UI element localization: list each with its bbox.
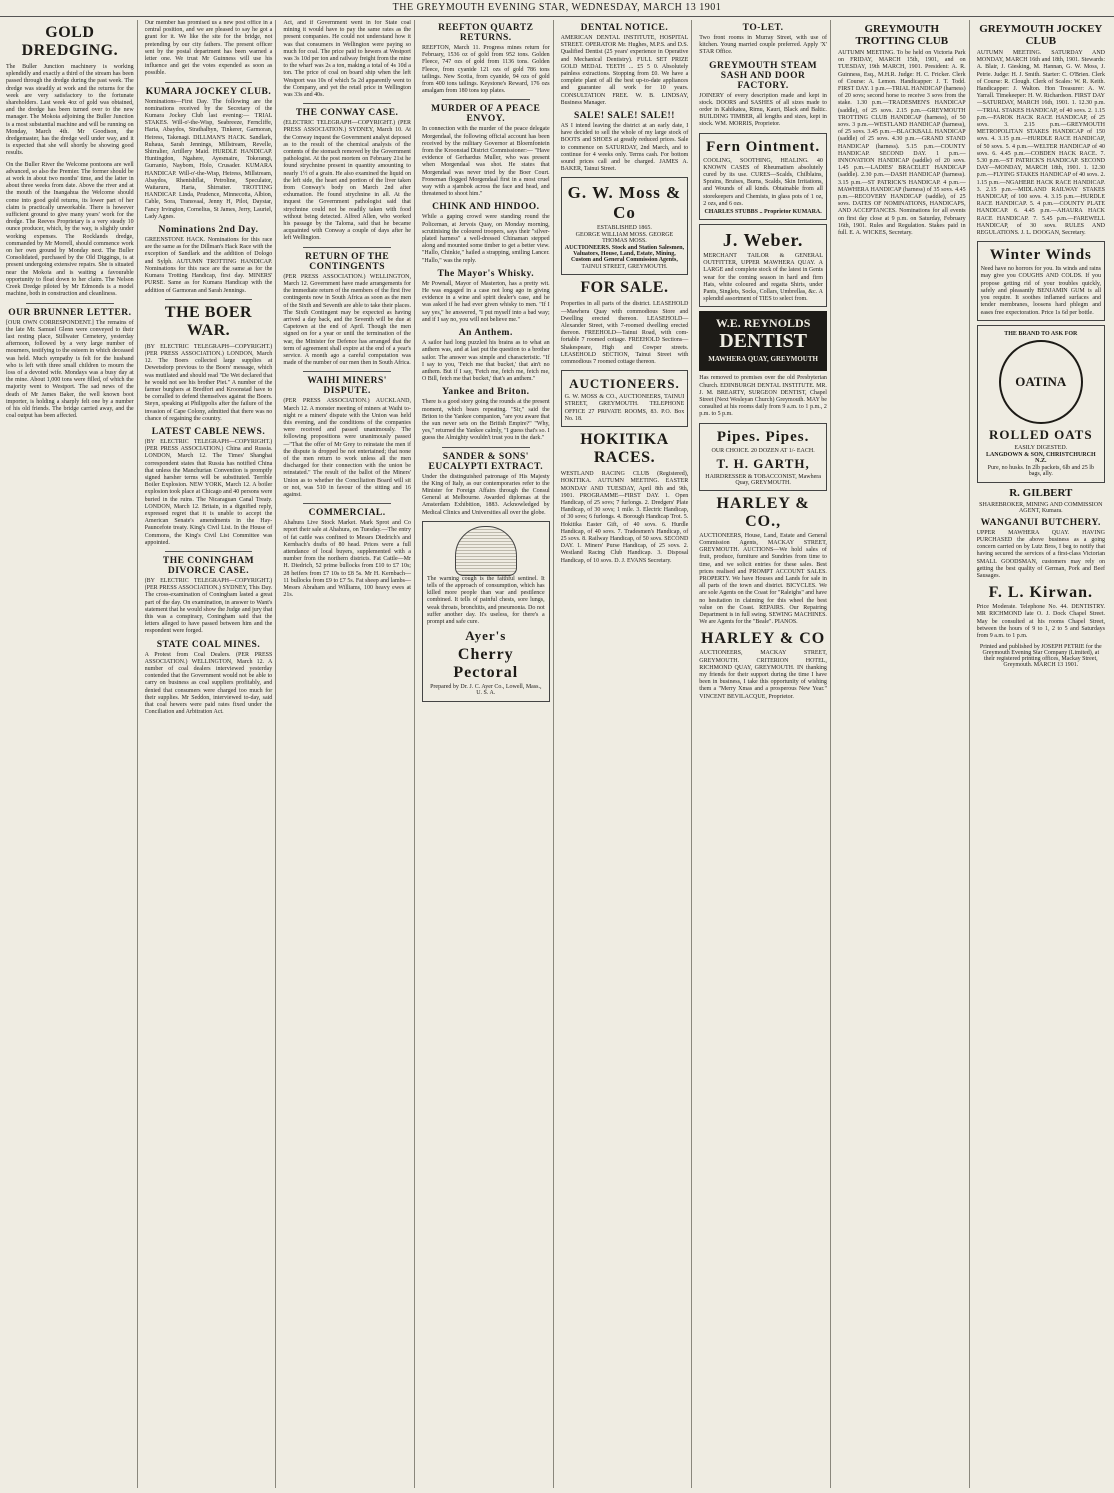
ad-top: THE BRAND TO ASK FOR <box>1004 330 1078 337</box>
ad-dentist-body: Has removed to premises over the old Presbyterian Church. EDINBURGH DENTAL INSTITUTE. MR. J. M. BREARTY, SURGEON DENTIST, Chapel Street (Next Wesleyan Church) Greymouth. MAY be consulted at his rooms daily from 9 a.m. to 1 p.m., 2 p.m. to 5 p.m. <box>699 375 827 418</box>
ad-winter-winds <box>977 241 1105 320</box>
ad-sub: EASILY DIGESTED. <box>1014 444 1068 451</box>
article-title: GOLD DREDGING. <box>21 24 119 59</box>
ad-harley-co-2 <box>699 630 827 700</box>
article-body: Two front rooms in Murray Street, with use of kitchen. Young married couple preferred. Apply 'X' STAR Office. <box>699 35 827 56</box>
ad-maker: T. H. GARTH, <box>716 455 810 471</box>
article-body: WESTLAND RACING CLUB (Registered), HOKITIKA. AUTUMN MEETING. EASTER MONDAY AND TUESDAY, April 8th and 9th, 1901. PROGRAMME—FIRST DAY. 1. Open Handicap, of 25 sovs; 7 furlongs. 2. Dredgers' Plate Handicap, of 30 sovs; 1 mile. 3. Electric Handicap, of 30 sovs; 6 furlongs. 4. Borough Handicap Trot. 5. Hokitika Easter Gift, of 40 sovs. 6. Hurdle Handicap, of 40 sovs. 7. Tradesmen's Handicap, of 25 sovs. 8. Railway Handicap, of 50 sovs. SECOND DAY. 1. Miners' Purse Handicap, of 25 sovs. 2. Westland Racing Club Handicap. 3. Disposal Handicap, of 10 sovs. D. J. EVANS Secretary. <box>560 471 689 564</box>
ad-brand: OATINA <box>1015 373 1067 389</box>
ad-sale <box>561 111 689 173</box>
ad-name: HARLEY & CO., <box>716 494 810 530</box>
article-body: (BY ELECTRIC TELEGRAPH—COPYRIGHT.) (PER PRESS ASSOCIATION.) China and Russia. LONDON, March 12. The Times' Shanghai correspondent states that Russia has notified China that unless the Manchurian Convention is promptly signed harsher terms will be substituted. Terrible Boiler Explosion. NEW YORK, March 12. A boiler explosion took place at Chicago and 40 persons were buried in the ruins. The Nicaraguan Canal Treaty. LONDON, March 12. Britain, in a dignified reply, expressed regret that it is unable to accept the American Senate's amendments in the Hay-Pauncefote treaty. King's Civil List. In the House of Commons, the King's Civil List Committee was appointed. <box>144 438 273 546</box>
ad-title: Pipes. Pipes. <box>716 428 810 445</box>
divider <box>165 299 253 300</box>
article-title: WAIHI MINERS' DISPUTE. <box>307 376 387 397</box>
ad-gw-moss <box>561 177 689 275</box>
ad-name: G. W. Moss & Co <box>567 183 682 223</box>
article-mayors-whisky <box>422 269 550 324</box>
column-2 <box>145 20 277 1488</box>
masthead: THE GREYMOUTH EVENING STAR, WEDNESDAY, MARCH 13 1901 <box>0 0 1114 17</box>
article-title: TO-LET. <box>742 23 784 33</box>
ad-wanganui-butchery <box>977 518 1105 580</box>
article-eucalypti <box>422 452 550 517</box>
article-body: Ahahura Live Stock Market. Mark Sprot and Co report their sale at Ahahura, on Tuesday.—The entry of fat cattle was confined to Messrs Diedrich's and Kernbach's drafts of 80 head. Prices were a full attendance of local buyers, supplemented with a number from the northern districts. Fat Cattle—Mr H. Diedrich, 52 prime bullocks from £10 to £7 10s; 28 heifers from £7 10s to £8 5s. Mr H. Kernbach—11 bullocks from £9 to £7 5s. Fat sheep and lambs—Messrs Abraham and Williams, 100 heavy ewes at 21s. <box>283 520 411 599</box>
article-body: (BY ELECTRIC TELEGRAPH—COPYRIGHT.) (PER PRESS ASSOCIATION.) SYDNEY, This Day. The cross-examination of Coningham lasted a great part of the day. On examination, in answer to Want's statement that he would show the Judge and jury that this was a conspiracy, Coningham said that the letters alleged to have passed between him and the respondent were forged. <box>144 577 273 635</box>
article-body: (ELECTRIC TELEGRAPH—COPYRIGHT.) (PER PRESS ASSOCIATION.) SYDNEY, March 10. At the Conway inquest the Government analyst deposed as to the result of the chemical analysis of the contents of the stomach removed by the Government pathologist. At the post mortem on February 21st he found strychnine present in quantity amounting to nearly 1½ of a grain. He also examined the liquid on the left side, the heart and portion of the liver taken from Conway's body on March 2nd after exhumation. He found strychnine in all. At the inquest the Government pathologist said that strychnine could not be readily taken with food without being detected. Alfred Allen, who worked his passage by the Taloma, said that he became acquainted with Conway a couple of days after he left Wellington. <box>283 120 411 242</box>
article-body: (BY ELECTRIC TELEGRAPH—COPYRIGHT.) (PER PRESS ASSOCIATION.) LONDON, March 12. The Boers collected large supplies at Dewetsdorp previous to the Boers' message, which was mutilated and should read "De Wet declared that he would not see his brother Piet." A number of the farmer burghers at Bredfort and Kroonstad have to be corralled to defend themselves against the Boers. Steyn, speaking at Philippolis after the failure of the invasion of Cape Colony, admitted that there was no chance of regaining the country. <box>144 343 273 422</box>
article-title: GREYMOUTH JOCKEY CLUB <box>979 23 1103 47</box>
article-coningham-divorce <box>145 556 273 636</box>
article-latest-cable-news <box>145 427 273 547</box>
article-title: RETURN OF THE CONTINGENTS <box>305 251 390 272</box>
article-commercial <box>283 508 411 599</box>
article-title: THE BOER WAR. <box>164 303 253 339</box>
article-body: AS I intend leaving the district at an early date, I have decided to sell the whole of my large stock of BOOTS and SHOES at greatly reduced prices. Sale to commence on SATURDAY, 2nd March, and to continue for 4 weeks only. Terms cash. For bottom sound prices call and be charged. JAMES A. BAKER, Tainui Street. <box>560 123 689 173</box>
article-title: FOR SALE. <box>580 279 669 297</box>
article-body: There is a good story going the rounds at the present moment, which bears repeating. "Sir," said the Briton to the Yankee companion, "are you aware that the sun never sets on the British Empire?" "Why, yes," returned the Yankee calmly, "I guess that's so. I guess the Almighty wouldn't trust you in the dark." <box>421 399 550 442</box>
article-body: Nominations—First Day. The following are the nominations received by the Secretary of the Kumara Jockey Club last evening:— TRIAL STAKES. Will-o'-the-Wisp, Seabreeze, Ferncliffe, Haria, Abaydos, Strathalbyn, Tinkerer, Garmoran, Heiress, Takenagi. DILLMAN'S HACK. Sandlark, Ruhaua, Sarah Jennings, Millstream, Revelle, Shirralier, Artillery Maid. HURDLE HANDICAP. Huntingdon, Ngahere, Ayesmaire, Tokerangi, Gurranto, Naybom, Holo, Crusader. KUMARA HANDICAP. Will-o'-the-Wisp, Heiress, Millstream, Abaydos, Rhenishflat, Petroline, Speculator, Waitaruru, Haria, Shirraiter. TROTTING HANDICAP. Linda, Prudence, Minnecotta, Albion, Cable, Sora, Transvaal, Jenny H, Pilot, Daystar, Fancy Irvington, Cornelius, St James, Jerry, Lauriel, Lady Agnes. <box>144 98 273 220</box>
article-body: While a gaping crowd were standing round the Policeman, at Jervois Quay, on Monday morning, scrutinising the coloured troopers, says their "silver-plated harness" a well-dressed Chinaman stepped along and mounted some timber to get a better view. "Hallo, Chinkie," hailed a strapping, smiling Lancer. "Hallo," was the reply. <box>421 214 550 264</box>
newspaper-columns <box>6 20 1108 1488</box>
article-body: Our member has promised us a new post office in a central position, and we are pleased to say he got a grant for it. We like the site for the bridge, not pretending by our city fathers. The present officer sent by the postal department has been warned a letter one. We trust Mr Guinness will use his influence and get the votes expended as soon as possible. <box>144 20 273 77</box>
ad-line1: W.E. REYNOLDS <box>715 316 811 331</box>
ad-hokitika-races <box>561 431 689 565</box>
ad-sub: HAIRDRESSER & TOBACCONIST, Mawhera Quay, GREYMOUTH. <box>705 473 821 486</box>
ad-maker: CHARLES STUBBS .. Proprietor KUMARA. <box>704 209 822 216</box>
article-title: KUMARA JOCKEY CLUB. <box>145 86 272 97</box>
article-body: REEFTON, March 11. Progress mines return for February, 1536 oz of gold from 952 tons. Golden Fleece, 747 ozs of gold from 1136 tons. Golden Fleece, from cyanide 121 ozs of gold 786 tons tailings. New Scotia, from cyanide, 94 ozs of gold from 400 tons tailings. Keystone's Reward, 176 ozs amalgam from 180 tons top plates. <box>421 45 550 95</box>
ad-partners: GEORGE WILLIAM MOSS. GEORGE THOMAS MOSS. <box>575 232 674 245</box>
article-title: LATEST CABLE NEWS. <box>151 426 266 437</box>
column-7 <box>838 20 970 1488</box>
ad-note: Pure, no husks. In 2lb packets, 6lb and 25 lb bags, ally. <box>987 464 1094 477</box>
article-body: JOINERY of every description made and kept in stock. DOORS and SASHES of all sizes made to order in Kahikatea, Rimu, Kauri, Black and Baltic. BUILDING TIMBER, all lengths and sizes, kept in stock. WM. MORRIS, Proprietor. <box>699 92 827 128</box>
article-dredging-cont <box>6 162 134 299</box>
article-gold-dredging <box>6 24 134 158</box>
ad-fern-ointment <box>699 133 827 220</box>
divider <box>165 82 253 83</box>
divider <box>442 447 530 448</box>
ad-brand: Ayer's <box>465 628 507 644</box>
article-title: THE CONWAY CASE. <box>295 108 399 119</box>
article-body: The Buller Junction machinery is working splendidly and exactly a third of the stream has been passed through the dredge during the past week. The dredge was steadily at work and the returns for the week are very satisfactory to the fortunate shareholders. Last week 4oz of gold was obtained, and the dredge has been turned over to the new manager. The Mokoia adjoining the Buller Junction is a most substantial machine and will be running on Monday, March 4th. Mr Goodison, the dredgemaster, has the dredge well under way, and it is expected that she will shortly be showing good results. <box>6 64 134 157</box>
article-body: GREENSTONE HACK. Nominations for this race are the same as for the Dillman's Hack Race with the exception of Sandlark and the addition of Dologo and Sylph. AUTUMN TROTTING HANDICAP. Nominations for this race are the same as for the Kumara Trotting Handicap, first day. MINERS' PURSE. Same as for Kumara Handicap with the addition of Garmoran and Sarah Jennings. <box>144 237 273 294</box>
ad-pipes <box>699 423 827 491</box>
oatina-seal-icon <box>999 340 1083 424</box>
article-brunner-letter <box>6 308 134 421</box>
article-body: AMERICAN DENTAL INSTITUTE, HOSPITAL STREET. OPERATOR Mr. Hughes, M.P.S. and D.S. Qualified Dentist (25 years' experience in Operative and Mechanical Dentistry). FULL SET PRIZE GOLD MEDAL TEETH ... £5 5 0. Absolutely painless extractions. Stopping from £0. We have a complete plant of all the best up-to-date appliances and guarantee all work for 10 years. CONSULTATION FREE. W. B. LINDSAY, Business Manager. <box>560 35 689 106</box>
article-title: The Mayor's Whisky. <box>437 268 535 279</box>
printer-imprint: Printed and published by JOSEPH PETRIE for the Greymouth Evening Star Company (Limited), at their registered printing offices, Mackay Street, Greymouth. MARCH 13 1901. <box>979 644 1102 669</box>
ad-name: F. L. Kirwan. <box>988 584 1093 602</box>
article-body: In connection with the murder of the peace delegate Morgendaal, the following official account has been received by the military Governor at Bloemfontein from the Kroonstad District Commissioner:— "Have evidence of Gerhardus Muller, who was present when Morgendaal was shot. He states that Morgendaal was never tried by the Boer Court. Froneman flogged Morgendaal first in a most cruel way with a sjambok across the face and head, and threatened to shoot him." <box>421 126 550 198</box>
ad-name: AUCTIONEERS. <box>569 376 680 392</box>
article-body: A Protest from Coal Dealers. (PER PRESS ASSOCIATION.) WELLINGTON, March 12. A number of coal dealers interviewed yesterday contended that the Government would not be able to carry on business as coal suppliers profitably, and denied that consumers were charged too much for their supplies. Mr Seddon, interviewed to-day, said that coal hewers were paid rates fixed under the Conciliation and Arbitration Act. <box>144 651 273 716</box>
article-title: SALE! SALE! SALE!! <box>574 111 675 122</box>
ad-gw-moss-auctioneers <box>561 370 689 427</box>
ad-title: Winter Winds <box>989 247 1092 264</box>
ad-name: HARLEY & CO <box>701 630 826 648</box>
article-title: GREYMOUTH TROTTING CLUB <box>855 23 949 47</box>
article-return-contingents <box>283 252 411 368</box>
article-post-office <box>145 20 273 78</box>
article-body: [OUR OWN CORRESPONDENT.] The remains of the late Mr. Samuel Glenn were conveyed to their last resting place, Stillwater Cemetery, yesterday afternoon, followed by a very large number of mourners, testifying to the esteem in which deceased was held. Much sympathy is felt for the husband who is left with three small children to mourn the loss of a devoted wife. Mondays was a busy day at the mine. About 1,000 tons were filled, of which the majority went to Westport. The sad news of the death of Mr James Baker, the well known boot importer, is holding a sharply felt one by a number of his old friends. The bridge carried away, and the coal output has been affected. <box>6 319 134 420</box>
ad-sash-door-factory <box>699 61 827 129</box>
article-title: Yankee and Briton. <box>442 387 530 398</box>
article-title: WANGANUI BUTCHERY. <box>980 517 1101 528</box>
lungs-illustration-icon <box>455 526 517 576</box>
article-body: Properties in all parts of the district. LEASEHOLD—Mawhera Quay with commodious Store and Dwelling erected thereon. LEASEHOLD—Alexander Street, with 7-roomed dwelling erected thereon. FREEHOLD—Tainui Road, with com-fortable 7 roomed cottage. FREEHOLD Sections—Shakespeare, High and Cowper streets. LEASEHOLD SECTION, Tainui Street with commodious 7 roomed cottage thereon. <box>560 301 689 366</box>
article-reefton-quartz <box>422 23 550 95</box>
ad-body: COOLING, SOOTHING, HEALING. 40 KNOWN CASES of Rheumatism absolutely cured by its use. CURES—Scalds, Chilblains, Sprains, Bruises, Burns, Scalds, Skin Irritations, and Wounds of all kinds. Obtainable from all storekeepers and Chemists, in glass pots of 1 oz, 2 ozs, and 6 ozs. <box>703 157 823 207</box>
ad-role: AUCTIONEERS. Stock and Station Salesmen, Valuators, House, Land, Estate, Mining, Custom and General Commission Agents, <box>564 245 685 264</box>
article-title: Nominations 2nd Day. <box>158 225 259 236</box>
article-title: CHINK AND HINDOO. <box>432 202 540 213</box>
column-6 <box>699 20 831 1488</box>
article-waihi-miners <box>283 376 411 499</box>
ad-j-weber <box>699 224 827 307</box>
article-title: SANDER & SONS' EUCALYPTI EXTRACT. <box>428 451 544 472</box>
article-coal-cont <box>283 20 411 99</box>
ad-body: AUCTIONEERS, House, Land, Estate and General Commission Agents, MACKAY STREET, GREYMOUTH. AUCTIONS—We hold sales of fruit, produce, furniture and Sundries from time to time, and we solicit entries for these sales. Best prices realised and PROMPT ACCOUNT SALES. PROPERTY. We have Houses and Lands for sale in all parts of the town and district. BICYCLES. We are sole Agents on the Coast for "Raleighs" and have no hesitation in claiming for this wheel the best value on the Coast. REPAIRS. Our Repairing Department is in full swing. SEWING MACHINES. We are Agents for the "Beale". PIANOS. <box>699 532 827 626</box>
article-yankee-briton <box>422 387 550 442</box>
ad-body: Price Moderate. Telephone No. 44. DENTISTRY. MR RICHMOND late O. J. Dock Chapel Street. May be consulted at his rooms Chapel Street, between the hours of 9 to 1, 2 to 5 and Saturdays from 9 a.m. to 1 p.m. <box>976 604 1105 639</box>
ad-to-let <box>699 23 827 57</box>
article-title: HOKITIKA RACES. <box>580 431 669 467</box>
ad-name: J. Weber. <box>722 230 804 251</box>
ad-name: R. GILBERT <box>1009 486 1073 499</box>
ad-title: Fern Ointment. <box>706 138 821 155</box>
ad-body: The warning cough is the faithful sentinel. It tells of the approach of consumption, which has killed more people than war and pestilence combined. It tells of painful chests, sore lungs, weak throats, bronchitis, and pneumonia. Do not suffer another day. It's useless, for there's a prompt and safe cure. <box>426 575 545 625</box>
ad-body: OUR CHOICE. 20 DOZEN AT 1/- EACH. <box>711 447 815 454</box>
article-nominations-2nd-day <box>145 225 273 295</box>
ad-body: SHAREBROKER, MINING AND COMMISSION AGENT, Kumara. <box>979 501 1103 514</box>
divider <box>165 551 253 552</box>
divider <box>303 247 391 248</box>
ad-product: Cherry Pectoral <box>453 646 519 682</box>
column-3 <box>283 20 415 1488</box>
ad-gilbert <box>977 487 1105 514</box>
ad-greymouth-trotting-club <box>838 23 966 237</box>
divider <box>303 371 391 372</box>
ad-body: G. W. MOSS & CO., AUCTIONEERS, TAINUI STREET, GREYMOUTH. TELEPHONE OFFICE 27 PRIVATE ROOMS, 83. P.O. Box No. 18. <box>564 394 685 422</box>
ad-line3: MAWHERA QUAY, GREYMOUTH <box>708 355 818 364</box>
article-title: OUR BRUNNER LETTER. <box>8 307 132 318</box>
divider <box>442 99 530 100</box>
ad-kirwan <box>977 584 1105 640</box>
article-title: COMMERCIAL. <box>308 508 386 519</box>
article-conway-case <box>283 108 411 242</box>
ad-address: TAINUI STREET, GREYMOUTH. <box>581 264 668 271</box>
article-title: MURDER OF A PEACE ENVOY. <box>431 104 541 125</box>
article-title: GREYMOUTH STEAM SASH AND DOOR FACTORY. <box>709 60 818 91</box>
article-peace-envoy <box>422 104 550 198</box>
divider <box>303 103 391 104</box>
ad-established: ESTABLISHED 1865. <box>597 225 652 232</box>
article-body: AUTUMN MEETING. To be held on Victoria Park on FRIDAY, MARCH 15th, 1901, and on TUESDAY, 19th MARCH, 1901. President: A. R. Guinness, Esq., M.H.R. Judge: H. C. Fricker. Clerk of Course: A. Lemon. Handicapper: J. T. Todd. FIRST DAY. 1 p.m.—TRIAL HANDICAP (harness) of 20 sovs; second horse to receive 3 sovs from the stake. 1.30 p.m.—TRADESMEN'S HANDICAP (saddle), of 25 sovs. 2.15 p.m.—GREYMOUTH TROTTING CLUB HANDICAP (harness), of 50 sovs. 3 p.m.—WESTLAND HANDICAP (harness), of 25 sovs. 3.45 p.m.—BLACKBALL HANDICAP (saddle) of 25 sovs. 4.30 p.m.—GRAND STAND HANDICAP (harness). 5.15 p.m.—COUNTY HANDICAP. SECOND DAY. 1 p.m.—INNOVATION HANDICAP (saddle) of 20 sovs. 1.45 p.m.—LADIES' BRACELET HANDICAP (saddle). 2.30 p.m.—DASH HANDICAP (harness). 3.15 p.m.—ST PATRICK'S HANDICAP. 4 p.m.—MAWHERA HANDICAP (harness) of 35 sovs. 4.45 p.m.—RECOVERY HANDICAP (saddle), of 25 sovs. DATES OF NOMINATIONS, HANDICAPS, AND ACCEPTANCES. Nominations for all events on first day close at 9 p.m. on Saturday, February 16th, 1901. Rules and Regulation. Stakes paid in full. E. A. WICKES, Secretary. <box>837 50 966 237</box>
article-title: THE CONINGHAM DIVORCE CASE. <box>162 555 255 576</box>
column-8 <box>977 20 1108 1488</box>
article-title: An Anthem. <box>458 328 513 339</box>
ad-body: AUCTIONEERS, MACKAY STREET, GREYMOUTH. CRITERION HOTEL, RICHMOND QUAY, GREYMOUTH. IN thanking my friends for their support during the time I have been in business, I take this opportunity of wishing them a "Merry Xmas and a prosperous New Year." VINCENT BEVILACQUE, Proprietor. <box>699 650 827 700</box>
article-title: REEFTON QUARTZ RETURNS. <box>438 23 534 43</box>
article-body: Mr Pownall, Mayor of Masterton, has a pretty wit. He was engaged in a case not long ago in giving evidence in a wine and spirit dealer's case, and he was asked if he had ever given whisky to men. "If I say yes," he answered, "I put myself into a bad way; and if I say no, you will not believe me." <box>421 280 550 323</box>
article-chink-hindoo <box>422 202 550 264</box>
article-anthem <box>422 328 550 383</box>
article-body: Under the distinguished patronage of His Majesty the King of Italy, as our contemporaries refer to the Minister for Foreign Affairs through the Consul General at Melbourne. Awarded diplomas at the Amsterdam Exhibition, 1883. Acknowledged by Medical Clinics and Universities all over the globe. <box>421 473 550 516</box>
ad-oatina <box>977 325 1105 483</box>
ad-body: MERCHANT TAILOR & GENERAL OUTFITTER, UPPER MAWHERA QUAY. A LARGE and complete stock of the latest in Gents wear for the coming season in hard and firm Hats, white coloured and regatta Shirts, under Pants, Singlets, Socks, Collars, Umbrellas, &c. A splendid assortment of TIES to select from. <box>703 253 823 303</box>
article-body: A sailor had long puzzled his brains as to what an anthem was, and at last put the question to a brother sailor. The answer was simple and characteristic. "If I say to you, 'Fetch me that bucket,' that ain't no anthem. But if I say, 'Fetch me, fetch me, fetch me, O Bill, fetch me that bucket,' that's an anthem." <box>421 340 550 383</box>
ad-product: ROLLED OATS <box>989 426 1093 442</box>
ad-greymouth-jockey-club <box>977 23 1105 237</box>
article-body: (PER PRESS ASSOCIATION.) WELLINGTON, March 12. Government have made arrangements for the immediate return of the members of the first five contingents now in South Africa as soon as the men of the Sixth and Seventh are able to take their places. The Sixth Contingent may be expected as having arrived a day back, and the Seventh will be due at Capetown at the end of April. Though the men signed on for a year or until the termination of the war, the Minister for Defence has arranged that the term of agreement shall expire at the end of a year's service. A month ago a careful computation was made of the number of our men then in South Africa. <box>283 273 411 367</box>
article-body: Act, and if Government went in for State coal mining it would have to pay the same rates as the present companies. He could not understand how it was that consumers in Wellington were paying so much for coal. The price paid to hewers at Westport was 3s 10d per ton and railway freight from the mine to the wharf was 2s a ton, making a total of 4s 10d a ton. The price of coal on board ship when the left Westport was 10s of which 5s 2d apparently went to the Company, and yet the retail price in Wellington was 33s and 40s. <box>283 20 411 99</box>
article-title: DENTAL NOTICE. <box>580 23 669 33</box>
ad-line2: DENTIST <box>719 330 808 353</box>
article-title: STATE COAL MINES. <box>156 639 261 650</box>
ad-body: Need have no horrors for you. Its winds and rains may give you COUGHS AND COLDS. If you propose getting rid of your troubles quickly, safely and pleasantly BENJAMIN GUM is all you require. It soothes inflamed surfaces and tender membranes, loosens hard phlegm and eases free expectoration. Price 1s 6d per bottle. <box>980 266 1101 316</box>
ad-maker: LANGDOWN & SON, CHRISTCHURCH N.Z. <box>985 451 1096 464</box>
divider <box>303 503 391 504</box>
article-boer-war <box>145 304 273 423</box>
ad-reynolds-dentist <box>699 311 827 371</box>
ad-harley-co <box>699 495 827 627</box>
column-4 <box>422 20 554 1488</box>
article-state-coal-mines <box>145 640 273 717</box>
article-body: On the Buller River the Welcome pontoons are well advanced, so also the Premier. The former should be at work in about two months' time, and the latter in about three weeks from date. Above the river and at the mouth of the Inangahua the Welcome should come into good gold returns, its lower part of her claim is practically unworkable. There is however sufficient ground to give many years' work for the dredge. The Reeves Proprietary is a very steady 10 ounce producer, which, by the way, is slightly under working expenses. The Rocklands dredge, commanded by Mr Morrell, should commence work on her own ground by Monday next. The Buller Consolidated, purchased by the Old Diggings, is at present undergoing extensive repairs. She is situated near the Mokoia and is waiting a favourable opportunity to float down to her claim. The Nelson Creek Dredge piloted by Mr Edmonds is a model machine, both in construction and cleanliness. <box>6 161 134 298</box>
article-kumara-jockey-club <box>145 87 273 221</box>
ad-for-sale <box>561 279 689 366</box>
article-body: UPPER MAWHERA QUAY. HAVING PURCHASED the above business as a going concern carried on by Lutz Bros, I beg to notify that having secured the services of a first-class Victorian SMALL GOODSMAN, customers may rely on getting the best quality of German, Pork and Beef Sausages. <box>976 529 1105 579</box>
article-body: AUTUMN MEETING. SATURDAY AND MONDAY, MARCH 16th and 18th, 1901. Stewards: A. Blair, J. Giesking, M. Hannan, G. W. Moss, J. Petrie. Judge: H. J. Smith. Starter: C. O'Brien. Clerk of Course: R. Clough. Clerk of Scales: W. R. Keith. Handicapper: J. Walton. Hon Treasurer: A. W. Yarrall. Timekeeper: H. W. Richardson. FIRST DAY—SATURDAY, MARCH 16th, 1901. 1. 12.30 p.m.—TRIAL STAKES HANDICAP, of 40 sovs. 2. 1.15 p.m.—FAROK HACK RACE HANDICAP, of 25 sovs. 3. 2.15 p.m.—GREYMOUTH METROPOLITAN STAKES HANDICAP of 150 sovs. 4. 3.15 p.m.—HURDLE RACE HANDICAP, of 50 sovs. 5. 4 p.m.—WELTER HANDICAP of 40 sovs. 6. 4.45 p.m.—COBDEN HACK RACE. 7. 5.30 p.m.—ST PATRICK'S HANDICAP. SECOND DAY—MONDAY, MARCH 18th, 1901. 1. 12.30 p.m.—FLYING STAKES HANDICAP of 40 sovs. 2. 1.15 p.m.—NGAHERE HACK RACE HANDICAP. 3. 2.15 p.m.—MIDLAND RAILWAY STAKES HANDICAP, of 100 sovs. 4. 3.15 p.m.—HURDLE RACE HANDICAP. 5. 4 p.m.—COUNTY PLATE HANDICAP. 6. 4.45 p.m.—AHAURA HACK RACE HANDICAP. 7. 5.45 p.m.—FAREWELL HANDICAP, of 30 sovs. RULES AND REGULATIONS. J. L. DOOGAN, Secretary. <box>976 50 1105 237</box>
ad-ayers-cherry-pectoral <box>422 521 550 702</box>
column-1 <box>6 20 138 1488</box>
ad-dental-notice <box>561 23 689 107</box>
article-body: (PER PRESS ASSOCIATION.) AUCKLAND, March 12. A monster meeting of miners at Waihi to-night re a miners' dispute with the Union was held this evening, and the conditions of the companies were received and passed unanimously. The following propositions were unanimously passed—"That the offer of Mr Grey to reinstate the men if the dispute is dropped be not entertained; that none of the men return to work unless all the men discharged for their connection with the union be reinstated." The result of the ballot of the Miners' Union as to whether the Conciliation Board will sit or not, was 510 in favour of the sitting and 16 against. <box>283 398 411 498</box>
column-5 <box>561 20 693 1488</box>
ad-footer: Prepared by Dr. J. C. Ayer Co., Lowell, Mass., U. S. A. <box>430 684 542 697</box>
divider <box>26 303 114 304</box>
